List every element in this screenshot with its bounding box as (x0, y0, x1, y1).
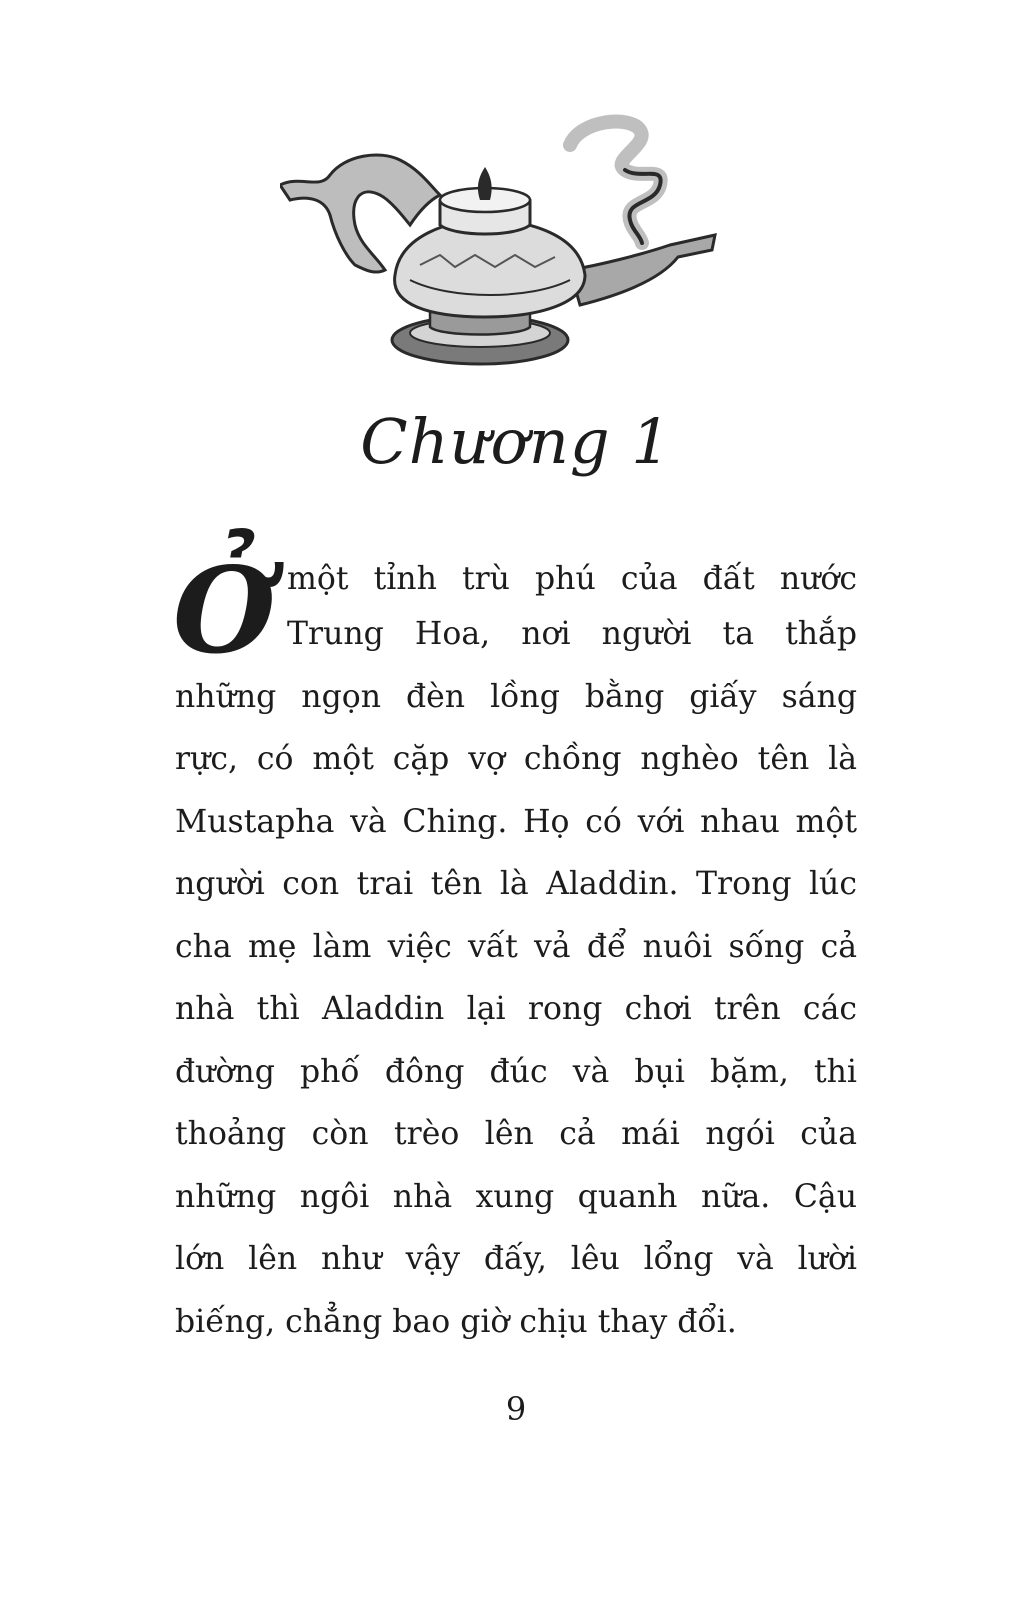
paragraph-line: biếng, chẳng bao giờ chịu thay đổi. (175, 1303, 737, 1340)
paragraph-line: cha mẹ làm việc vất vả để nuôi sống cả (175, 928, 857, 965)
paragraph-line: một tỉnh trù phú của đất nước (287, 561, 857, 597)
chapter-title: Chương 1 (360, 405, 672, 478)
page-number: 9 (505, 1390, 527, 1428)
paragraph-line: nhà thì Aladdin lại rong chơi trên các (175, 991, 857, 1027)
paragraph-line: những ngôi nhà xung quanh nữa. Cậu (175, 1178, 857, 1215)
drop-cap: Ở (173, 541, 276, 680)
chapter-paragraph (173, 541, 857, 1353)
paragraph-line: những ngọn đèn lồng bằng giấy sáng (175, 678, 857, 715)
paragraph-line: thoảng còn trèo lên cả mái ngói của (175, 1116, 857, 1152)
paragraph-line: Trung Hoa, nơi người ta thắp (287, 616, 857, 652)
paragraph-line: lớn lên như vậy đấy, lêu lổng và lười (175, 1241, 857, 1277)
magic-lamp-icon (280, 105, 730, 380)
paragraph-line: Mustapha và Ching. Họ có với nhau một (175, 803, 857, 840)
paragraph-line: người con trai tên là Aladdin. Trong lúc (175, 866, 857, 902)
paragraph-line: rực, có một cặp vợ chồng nghèo tên là (175, 741, 857, 777)
paragraph-line: đường phố đông đúc và bụi bặm, thi (175, 1053, 857, 1090)
